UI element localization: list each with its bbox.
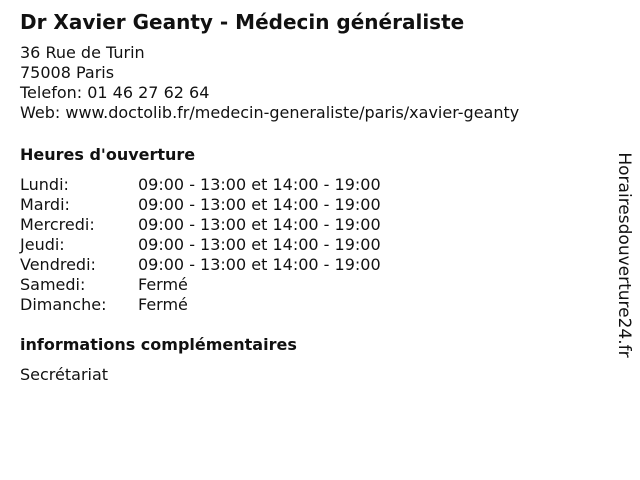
hours-value: Fermé: [138, 275, 188, 294]
day-label: Lundi:: [20, 175, 69, 194]
day-label: Dimanche:: [20, 295, 107, 314]
day-label: Vendredi:: [20, 255, 96, 274]
hours-row-mercredi: [20, 215, 381, 235]
city-postal-code: 75008 Paris: [20, 63, 115, 82]
page-title: Dr Xavier Geanty - Médecin généraliste: [20, 10, 465, 34]
hours-row-dimanche: [20, 295, 381, 315]
opening-hours-table: [20, 175, 381, 315]
hours-row-lundi: [20, 175, 381, 195]
additional-info-text: Secrétariat: [20, 365, 109, 384]
address-block: [20, 43, 519, 123]
day-label: Mardi:: [20, 195, 70, 214]
hours-row-mardi: [20, 195, 381, 215]
hours-value: 09:00 - 13:00 et 14:00 - 19:00: [138, 255, 381, 274]
phone-number: Telefon: 01 46 27 62 64: [20, 83, 210, 102]
day-label: Jeudi:: [20, 235, 65, 254]
hours-value: 09:00 - 13:00 et 14:00 - 19:00: [138, 235, 381, 254]
hours-value: Fermé: [138, 295, 188, 314]
hours-value: 09:00 - 13:00 et 14:00 - 19:00: [138, 175, 381, 194]
street-address: 36 Rue de Turin: [20, 43, 145, 62]
website-link[interactable]: Web: www.doctolib.fr/medecin-generaliste/paris/xavier-geanty: [20, 103, 520, 122]
hours-row-jeudi: [20, 235, 381, 255]
site-watermark: Horairesdouverture24.fr: [614, 152, 634, 358]
day-label: Mercredi:: [20, 215, 95, 234]
hours-value: 09:00 - 13:00 et 14:00 - 19:00: [138, 195, 381, 214]
opening-hours-heading: Heures d'ouverture: [20, 145, 196, 164]
additional-info-heading: informations complémentaires: [20, 335, 297, 354]
hours-row-vendredi: [20, 255, 381, 275]
hours-value: 09:00 - 13:00 et 14:00 - 19:00: [138, 215, 381, 234]
hours-row-samedi: [20, 275, 381, 295]
day-label: Samedi:: [20, 275, 86, 294]
